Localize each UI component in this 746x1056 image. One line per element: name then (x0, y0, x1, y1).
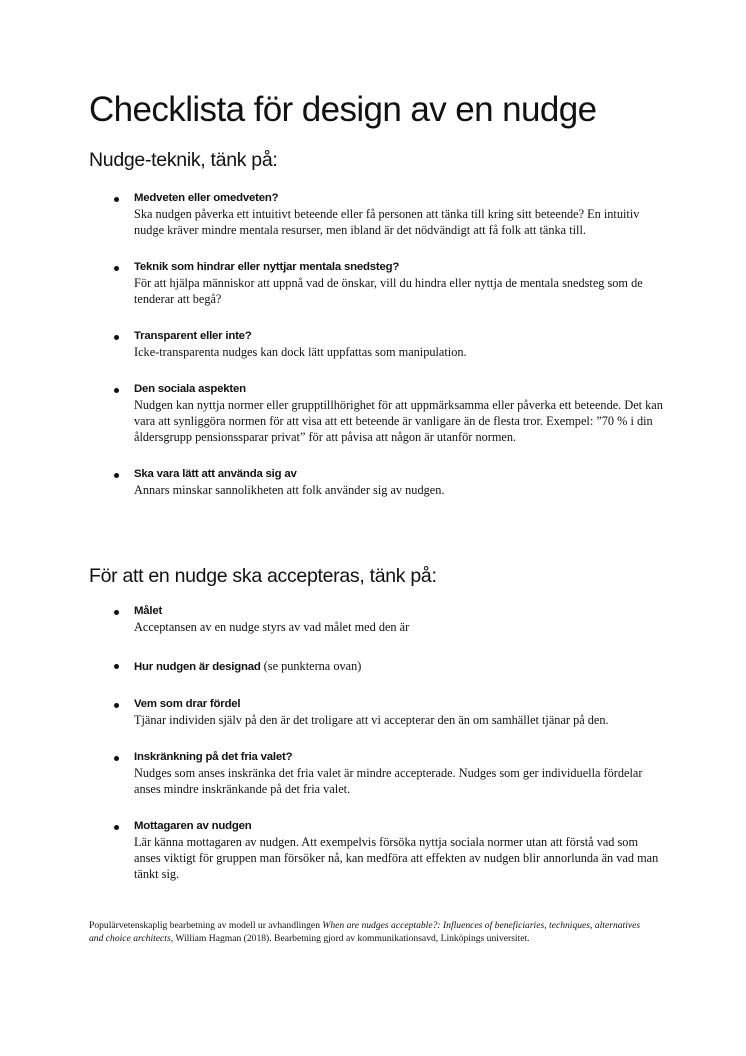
item-body: Nudgen kan nyttja normer eller grupptillhörighet för att uppmärksamma eller påverka ett beteende. Det kan vara att synliggöra normen för att visa att ett beteende är vanligare än de flesta tror. Exempel: ”70 % i din åldersgrupp pensionssparar privat” för att påvisa att någon är utanför normen. (134, 398, 663, 444)
list-item (0, 603, 664, 635)
source-footnote (89, 919, 649, 945)
item-body: För att hjälpa människor att uppnå vad de önskar, vill du hindra eller nyttja de mentala snedsteg som de tenderar att begå? (134, 276, 643, 306)
item-body: Nudges som anses inskränka det fria valet är mindre accepterade. Nudges som ger individuella fördelar anses mindre inskränkande på det fria valet. (134, 766, 643, 796)
section-heading-nudge-technique: Nudge-teknik, tänk på: (89, 149, 278, 171)
item-body: Icke-transparenta nudges kan dock lätt uppfattas som manipulation. (134, 345, 467, 359)
item-body: Annars minskar sannolikheten att folk använder sig av nudgen. (134, 483, 445, 497)
footnote-suffix: , William Hagman (2018). Bearbetning gjord av kommunikationsavd, Linköpings universitet. (170, 933, 530, 944)
item-body: Acceptansen av en nudge styrs av vad målet med den är (134, 620, 410, 634)
item-title: Vem som drar fördel (134, 698, 241, 710)
item-title: Teknik som hindrar eller nyttjar mentala snedsteg? (134, 261, 400, 273)
list-item (0, 466, 664, 498)
item-title: Transparent eller inte? (134, 330, 252, 342)
page-title: Checklista för design av en nudge (89, 90, 597, 129)
item-title: Målet (134, 605, 163, 617)
item-title: Mottagaren av nudgen (134, 820, 252, 832)
item-body: Lär känna mottagaren av nudgen. Att exempelvis försöka nyttja sociala normer utan att förstå vad som anses viktigt för gruppen man försöker nå, kan medföra att effekten av nudgen blir annorlunda än vad man tänkt sig. (134, 835, 659, 881)
item-title: Inskränkning på det fria valet? (134, 751, 293, 763)
item-note: (se punkterna ovan) (260, 659, 362, 673)
list-item (0, 381, 664, 445)
list-item (0, 696, 664, 728)
item-body: Tjänar individen själv på den är det troligare att vi accepterar den än om samhället tjänar på den. (134, 713, 609, 727)
list-item (0, 259, 664, 307)
list-item (0, 749, 664, 797)
list-item (0, 818, 664, 882)
checklist-nudge-technique (0, 190, 664, 498)
list-item (0, 190, 664, 238)
item-title: Den sociala aspekten (134, 383, 246, 395)
item-body: Ska nudgen påverka ett intuitivt beteende eller få personen att tänka till kring sitt beteende? En intuitiv nudge kräver mindre mentala resurser, men ibland är det nödvändigt att få folk att tänka till. (134, 207, 640, 237)
list-item (0, 328, 664, 360)
footnote-prefix: Populärvetenskaplig bearbetning av modell ur avhandlingen (89, 920, 323, 931)
footnote-book-title: When are nudges acceptable?: Influences of beneficiaries, techniques, alternatives and choice architects (89, 920, 641, 944)
item-title: Ska vara lätt att använda sig av (134, 468, 297, 480)
list-item (0, 657, 664, 675)
section-heading-acceptance: För att en nudge ska accepteras, tänk på: (89, 565, 437, 587)
item-title: Medveten eller omedveten? (134, 192, 279, 204)
checklist-acceptance (0, 603, 664, 882)
item-title: Hur nudgen är designad (134, 661, 261, 673)
